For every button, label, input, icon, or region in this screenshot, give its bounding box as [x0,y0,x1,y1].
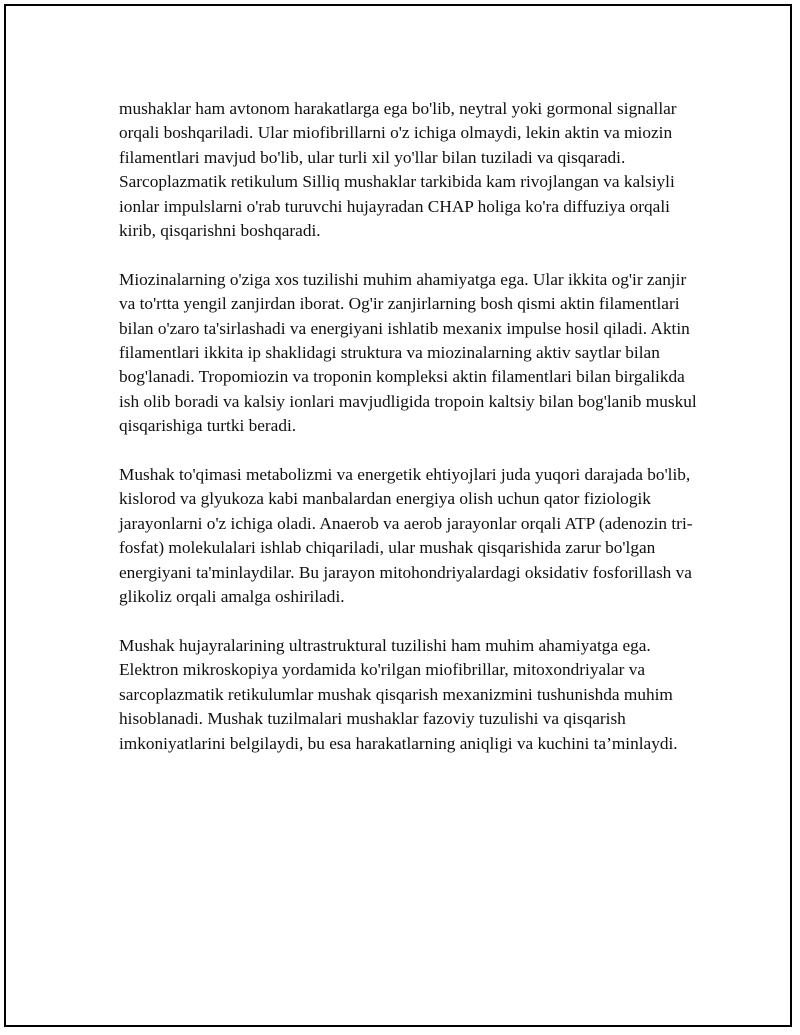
paragraph-myosin-structure: Miozinalarning o'ziga xos tuzilishi muhim ahamiyatga ega. Ular ikkita og'ir zanjir va to'rtta yengil zanjirdan iborat. Og'ir zanjirlarning bosh qismi aktin filamentlari bilan o'zaro ta'sirlashadi va energiyani ishlatib mexanix impulse hosil qiladi. Aktin filamentlari ikkita ip shaklidagi struktura va miozinalarning aktiv saytlar bilan bog'lanadi. Tropomiozin va troponin kompleksi aktin filamentlari bilan birgalikda ish olib boradi va kalsiy ionlari mavjudligida tropoin kaltsiy bilan bog'lanib muskul qisqarishiga turtki beradi. [119,269,697,436]
document-page [4,4,792,1027]
paragraph-muscle-metabolism: Mushak to'qimasi metabolizmi va energetik ehtiyojlari juda yuqori darajada bo'lib, kislorod va glyukoza kabi manbalardan energiya olish uchun qator fiziologik jarayonlarni o'z ichiga oladi. Anaerob va aerob jarayonlar orqali ATP (adenozin tri-fosfat) molekulalari ishlab chiqariladi, ular mushak qisqarishida zarur bo'lgan energiyani ta'minlaydilar. Bu jarayon mitohondriyalardagi oksidativ fosforillash va glikoliz orqali amalga oshiriladi. [119,465,693,607]
paragraph-smooth-muscle: mushaklar ham avtonom harakatlarga ega bo'lib, neytral yoki gormonal signallar orqali boshqariladi. Ular miofibrillarni o'z ichiga olmaydi, lekin aktin va miozin filamentlari mavjud bo'lib, ular turli xil yo'llar bilan tuziladi va qisqaradi. Sarcoplazmatik retikulum Silliq mushaklar tarkibida kam rivojlangan va kalsiyli ionlar impulslarni o'rab turuvchi hujayradan CHAP holiga ko'ra diffuziya orqali kirib, qisqarishni boshqaradi. [119,99,677,241]
paragraph-ultrastructure: Mushak hujayralarining ultrastruktural tuzilishi ham muhim ahamiyatga ega. Elektron mikroskopiya yordamida ko'rilgan miofibrillar, mitoxondriyalar va sarcoplazmatik retikulumlar mushak qisqarish mexanizmini tushunishda muhim hisoblanadi. Mushak tuzilmalari mushaklar fazoviy tuzulishi va qisqarish imkoniyatlarini belgilaydi, bu esa harakatlarning aniqligi va kuchini ta’minlaydi. [119,635,678,753]
document-body [119,97,699,780]
